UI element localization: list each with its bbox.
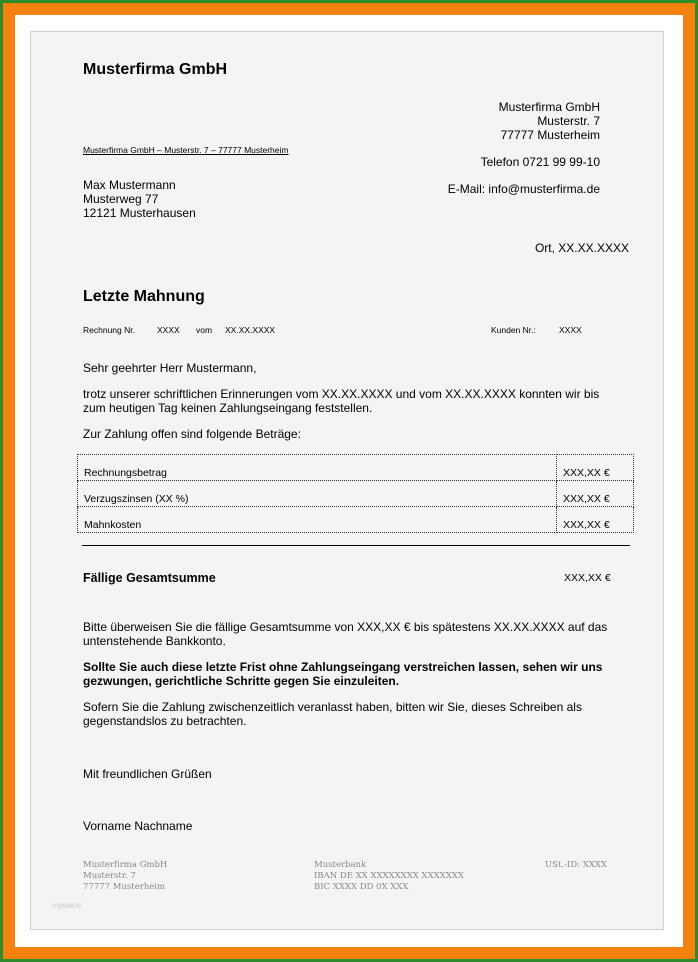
invoice-number-value: XXXX (157, 325, 180, 335)
footer-city: 77777 Musterheim (83, 882, 166, 892)
recipient-address (83, 178, 196, 220)
table-row (78, 455, 634, 481)
amount-label: Rechnungsbetrag (78, 455, 557, 481)
footer-street: Musterstr. 7 (83, 871, 136, 881)
return-address-line: Musterfirma GmbH – Musterstr. 7 – 77777 Musterheim (83, 145, 289, 155)
table-row (78, 507, 634, 533)
sender-city: 77777 Musterheim (500, 128, 600, 142)
total-value: XXX,XX € (564, 572, 611, 584)
footer-bic: BIC XXXX DD 0X XXX (314, 882, 409, 892)
recipient-street: Musterweg 77 (83, 192, 159, 206)
salutation: Sehr geehrter Herr Mustermann, (83, 361, 257, 375)
recipient-name: Max Mustermann (83, 178, 176, 192)
footer-company (83, 860, 167, 893)
paragraph-open-amounts: Zur Zahlung offen sind folgende Beträge: (83, 427, 301, 441)
amount-value: XXX,XX € (557, 481, 634, 507)
signature-name: Vorname Nachname (83, 819, 193, 833)
invoice-number-label: Rechnung Nr. (83, 325, 135, 335)
closing-phrase: Mit freundlichen Grüßen (83, 767, 212, 781)
total-divider (82, 545, 630, 546)
footer-company-name: Musterfirma GmbH (83, 860, 168, 870)
footer-bank-name: Musterbank (314, 860, 367, 870)
footer-iban: IBAN DE XX XXXXXXXX XXXXXXX (314, 871, 464, 881)
invoice-date-label: vom (196, 325, 213, 335)
footer-bank (314, 860, 464, 893)
recipient-city: 12121 Musterhausen (83, 206, 196, 220)
watermark: mywaris (52, 901, 82, 910)
amount-value: XXX,XX € (557, 455, 634, 481)
amounts-table (77, 454, 634, 533)
total-label: Fällige Gesamtsumme (83, 571, 216, 585)
customer-number-value: XXXX (559, 325, 582, 335)
company-title: Musterfirma GmbH (83, 61, 228, 78)
paragraph-legal-warning: Sollte Sie auch diese letzte Frist ohne Zahlungseingang verstreichen lassen, sehen wir uns gezwungen, gerichtliche Schritte gegen Sie einzuleiten. (83, 660, 603, 688)
sender-phone: Telefon 0721 99 99-10 (480, 155, 600, 169)
paragraph-disregard: Sofern Sie die Zahlung zwischenzeitlich veranlasst haben, bitten wir Sie, dieses Schreiben als gegenstandslos zu betrachten. (83, 700, 582, 728)
sender-name: Musterfirma GmbH (498, 100, 600, 114)
amount-label: Verzugszinsen (XX %) (78, 481, 557, 507)
sender-street: Musterstr. 7 (537, 114, 600, 128)
table-row (78, 481, 634, 507)
paragraph-reminders: trotz unserer schriftlichen Erinnerungen vom XX.XX.XXXX und vom XX.XX.XXXX konnten wir bis zum heutigen Tag keinen Zahlungseingang feststellen. (83, 387, 600, 415)
sender-email: E-Mail: info@musterfirma.de (447, 182, 600, 196)
customer-number-label: Kunden Nr.: (491, 325, 536, 335)
footer-vat: USt.-ID: XXXX (545, 860, 607, 870)
letter-date: Ort, XX.XX.XXXX (534, 241, 629, 255)
amount-value: XXX,XX € (557, 507, 634, 533)
paragraph-payment-request: Bitte überweisen Sie die fällige Gesamtsumme von XXX,XX € bis spätestens XX.XX.XXXX auf das untenstehende Bankkonto. (83, 620, 608, 648)
sender-address (499, 100, 600, 142)
amount-label: Mahnkosten (78, 507, 557, 533)
letter-subject: Letzte Mahnung (83, 288, 205, 305)
invoice-date-value: XX.XX.XXXX (225, 325, 276, 335)
